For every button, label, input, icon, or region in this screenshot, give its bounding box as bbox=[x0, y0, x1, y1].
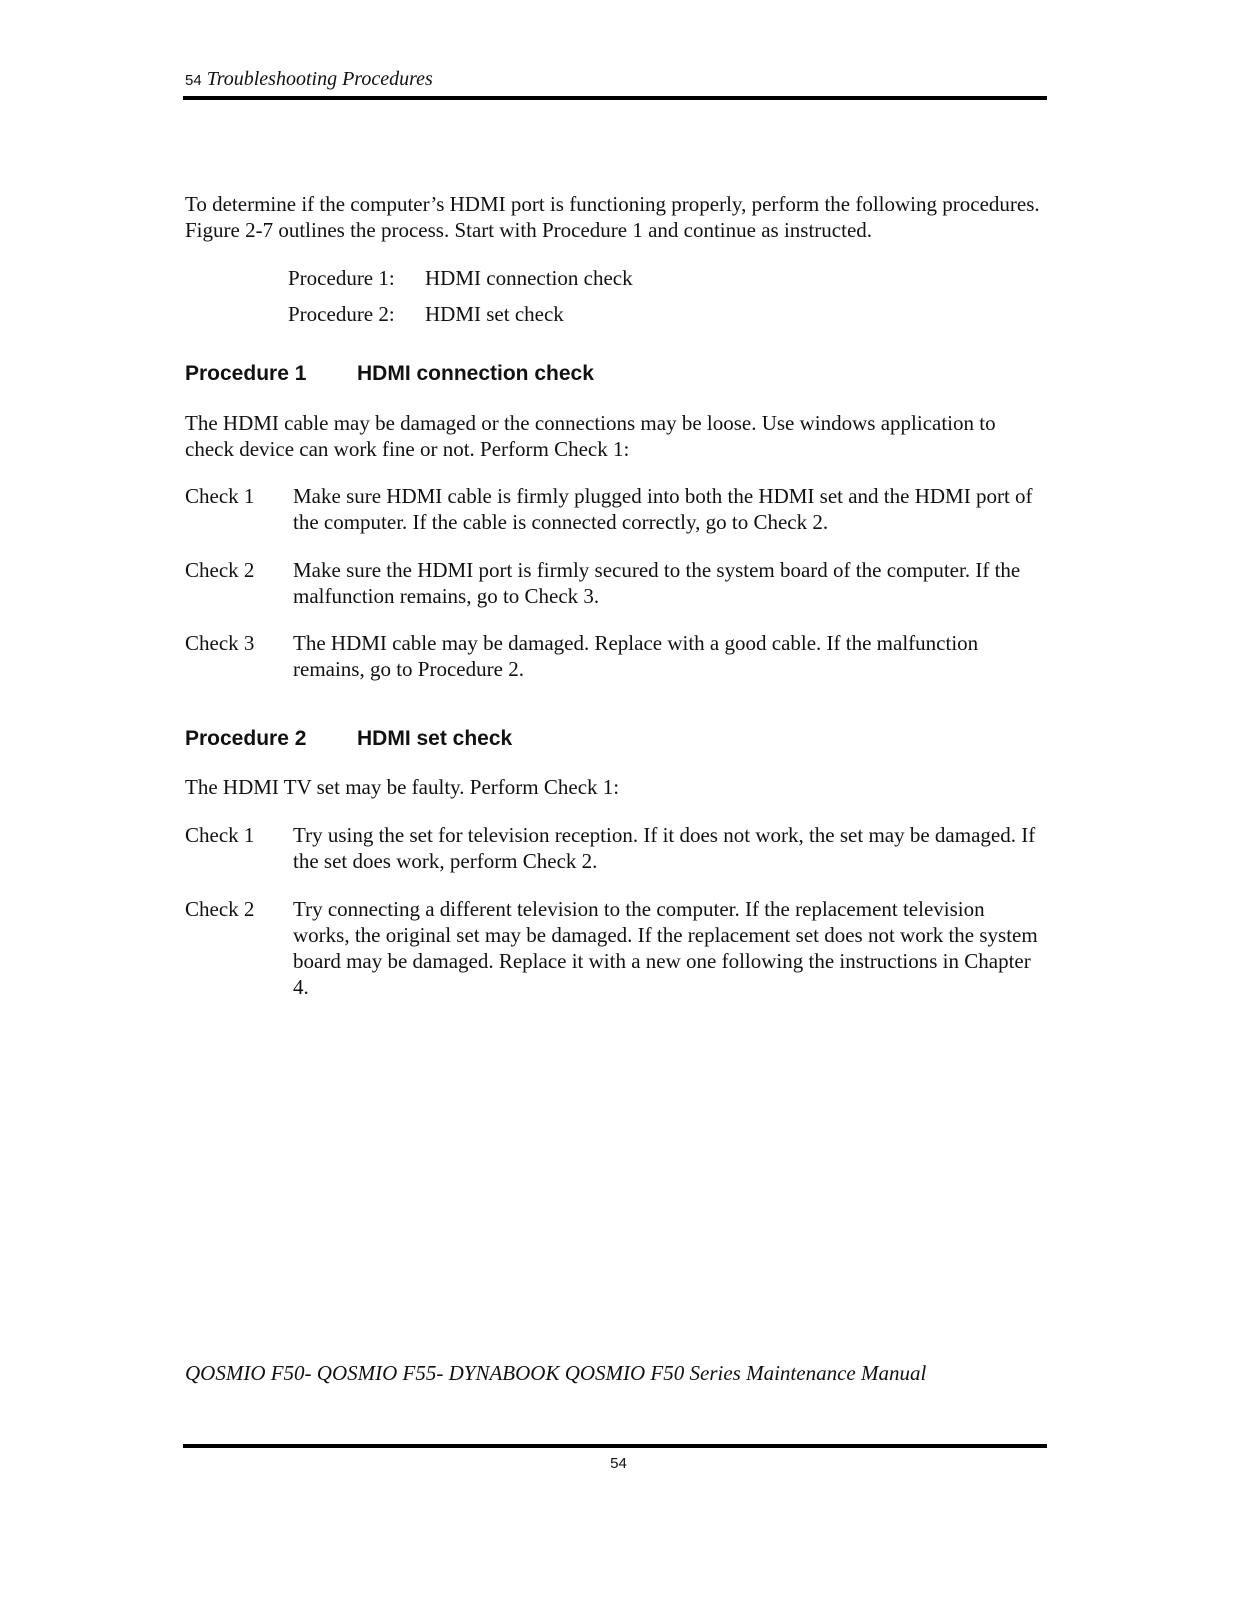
footer-rule bbox=[183, 1444, 1047, 1448]
procedure-list-label: Procedure 2: bbox=[288, 302, 395, 326]
check-text: Make sure HDMI cable is firmly plugged into both the HDMI set and the HDMI port of the computer. If the cable is connected correctly, go to Check 2. bbox=[293, 484, 1033, 534]
procedure1-heading bbox=[185, 361, 594, 387]
check-label: Check 1 bbox=[185, 823, 255, 847]
procedure2-check-1 bbox=[185, 822, 1045, 874]
procedure2-intro: The HDMI TV set may be faulty. Perform Check 1: bbox=[185, 775, 620, 799]
header-page-number: 54 bbox=[185, 72, 202, 89]
check-text: The HDMI cable may be damaged. Replace with a good cable. If the malfunction remains, go to Procedure 2. bbox=[293, 631, 979, 681]
procedure1-title: HDMI connection check bbox=[357, 362, 594, 385]
running-header bbox=[185, 68, 433, 91]
list-item bbox=[288, 301, 633, 327]
procedure1-check-3 bbox=[185, 630, 1045, 682]
list-item bbox=[288, 265, 633, 301]
procedure2-check-2 bbox=[185, 896, 1045, 1000]
intro-paragraph: To determine if the computer’s HDMI port is functioning properly, perform the following procedures. Figure 2-7 outlines the process. Start with Procedure 1 and continue as instructed. bbox=[185, 192, 1040, 242]
procedure-list-label: Procedure 1: bbox=[288, 266, 395, 290]
header-title: Troubleshooting Procedures bbox=[206, 68, 433, 90]
check-label: Check 3 bbox=[185, 631, 255, 655]
procedure2-title: HDMI set check bbox=[357, 727, 513, 750]
footer-manual-title: QOSMIO F50- QOSMIO F55- DYNABOOK QOSMIO F50 Series Maintenance Manual bbox=[185, 1361, 927, 1385]
procedure1-intro: The HDMI cable may be damaged or the connections may be loose. Use windows application to check device can work fine or not. Perform Check 1: bbox=[185, 411, 996, 461]
check-text: Try using the set for television reception. If it does not work, the set may be damaged. If the set does work, perform Check 2. bbox=[293, 823, 1036, 873]
check-label: Check 1 bbox=[185, 484, 255, 508]
procedure2-number: Procedure 2 bbox=[185, 727, 307, 750]
check-label: Check 2 bbox=[185, 897, 255, 921]
procedure-list bbox=[288, 265, 633, 327]
procedure2-heading bbox=[185, 726, 512, 752]
check-label: Check 2 bbox=[185, 558, 255, 582]
procedure1-check-1 bbox=[185, 483, 1045, 535]
procedure1-check-2 bbox=[185, 557, 1045, 609]
procedure-list-name: HDMI set check bbox=[425, 302, 564, 326]
footer-page-number: 54 bbox=[610, 1455, 627, 1472]
check-text: Make sure the HDMI port is firmly secured to the system board of the computer. If the malfunction remains, go to Check 3. bbox=[293, 558, 1021, 608]
procedure1-number: Procedure 1 bbox=[185, 362, 307, 385]
check-text: Try connecting a different television to the computer. If the replacement television works, the original set may be damaged. If the replacement set does not work the system board may be damaged. Replace it with a new one following the instructions in Chapter 4. bbox=[293, 897, 1038, 999]
procedure-list-name: HDMI connection check bbox=[425, 266, 633, 290]
header-rule bbox=[183, 96, 1047, 100]
